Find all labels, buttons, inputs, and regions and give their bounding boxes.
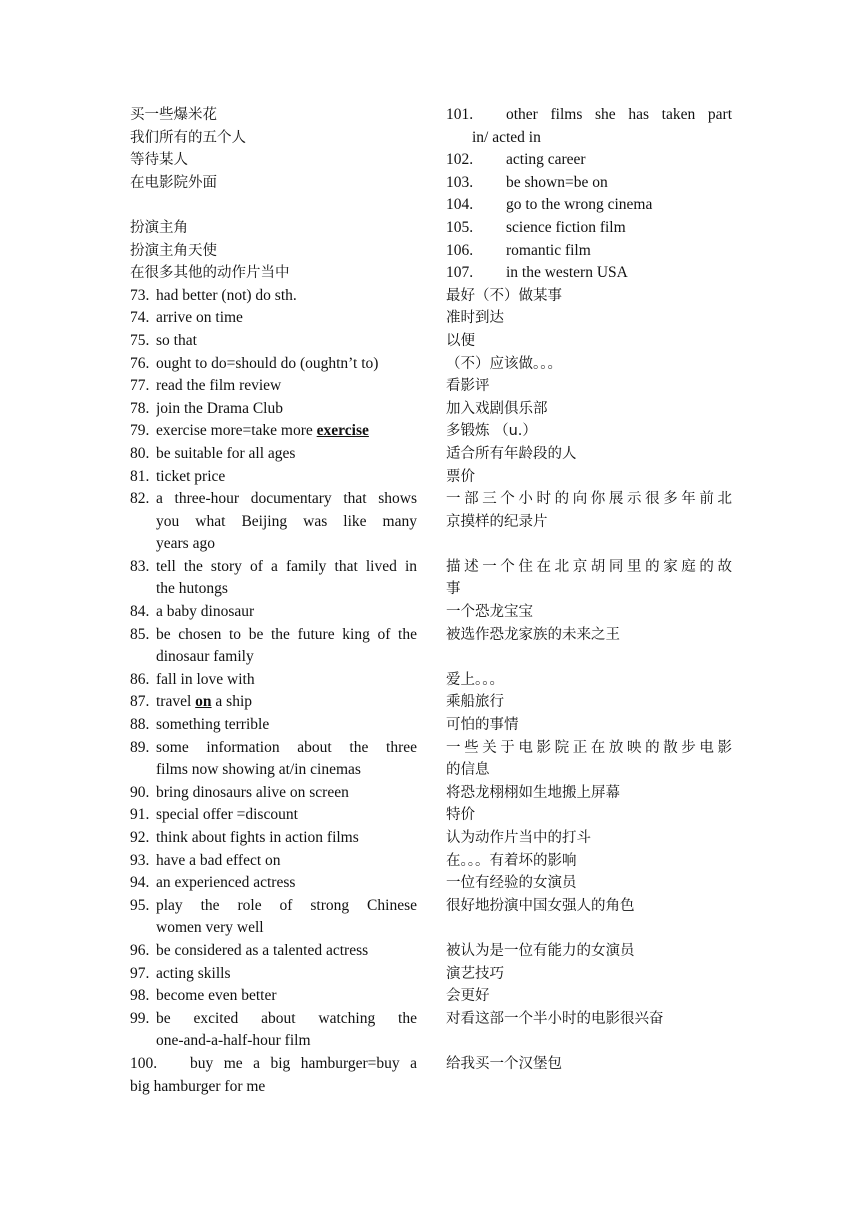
item-text: be shown=be on (506, 173, 608, 191)
item-number: 76. (130, 354, 150, 372)
list-item: 买一些爆米花 (130, 107, 217, 123)
right-column (446, 104, 732, 1076)
translation-text: 最好（不）做某事 (446, 287, 562, 304)
item-number: 73. (130, 286, 150, 304)
translation-item (446, 353, 732, 376)
item-number: 91. (130, 806, 150, 824)
item-text: bring dinosaurs alive on screen (156, 783, 349, 801)
translation-text: 多锻炼 （u.） (446, 423, 537, 440)
item-text: in the western USA (506, 264, 628, 282)
translation-text: 京摸样的纪录片 (446, 513, 548, 530)
translation-text: 加入戏剧俱乐部 (446, 400, 548, 417)
item-text: years ago (156, 535, 215, 553)
list-item (130, 307, 417, 330)
item-text: become even better (156, 987, 277, 1005)
item-number: 82. (130, 490, 150, 508)
translation-item (446, 443, 732, 466)
translation-item (446, 782, 732, 805)
list-item (130, 420, 417, 443)
item-text: some information about the three (156, 738, 417, 756)
translation-text: 可怕的事情 (446, 717, 519, 734)
item-text: ought to do=should do (oughtn’t to) (156, 354, 379, 372)
translation-item (446, 375, 732, 398)
translation-item (446, 624, 732, 647)
item-number: 85. (130, 625, 150, 643)
item-text: dinosaur family (156, 648, 254, 666)
list-item (130, 488, 417, 556)
item-text: have a bad effect on (156, 851, 281, 869)
item-text-continued: big hamburger for me (130, 1077, 266, 1095)
translation-text: 事 (446, 581, 461, 598)
item-text: science fiction film (506, 218, 626, 236)
list-item (130, 827, 417, 850)
item-number: 81. (130, 467, 150, 485)
item-text: the hutongs (156, 580, 228, 598)
item-text-pre: exercise more=take more (156, 422, 317, 440)
translation-item (446, 420, 732, 443)
translation-item (446, 850, 732, 873)
translation-item (446, 872, 732, 895)
list-item (130, 804, 417, 827)
list-item (446, 172, 732, 195)
list-item (446, 240, 732, 263)
item-text: had better (not) do sth. (156, 286, 297, 304)
item-text: a baby dinosaur (156, 603, 255, 621)
item-number: 103. (446, 173, 474, 191)
item-text: be excited about watching the (156, 1009, 417, 1027)
list-item (130, 330, 417, 353)
translation-item (446, 917, 732, 940)
translation-item (446, 691, 732, 714)
item-number: 87. (130, 693, 150, 711)
translation-text: 被认为是一位有能力的女演员 (446, 942, 635, 959)
list-item (446, 217, 732, 240)
translation-item (446, 985, 732, 1008)
translation-item (446, 669, 732, 692)
item-number: 95. (130, 896, 150, 914)
item-text: go to the wrong cinema (506, 196, 653, 214)
list-item (130, 669, 417, 692)
item-number: 84. (130, 603, 150, 621)
item-text-continued: in/ acted in (472, 128, 541, 146)
item-text: be chosen to be the future king of the (156, 625, 417, 643)
item-number: 83. (130, 557, 150, 575)
item-number: 94. (130, 874, 150, 892)
item-number: 92. (130, 829, 150, 846)
translation-item (446, 963, 732, 986)
item-number: 75. (130, 331, 150, 349)
list-item: 扮演主角 (130, 219, 188, 236)
item-text: something terrible (156, 716, 270, 734)
item-number: 79. (130, 422, 150, 440)
item-number: 107. (446, 264, 474, 282)
translation-item (446, 827, 732, 850)
item-number: 106. (446, 241, 474, 259)
list-item (130, 466, 417, 489)
list-item (446, 262, 732, 285)
translation-text: 的信息 (446, 762, 490, 779)
translation-item (446, 804, 732, 827)
translation-text: 将恐龙栩栩如生地搬上屏幕 (446, 784, 620, 801)
translation-text: 爱上。。。 (446, 671, 504, 688)
item-number: 104. (446, 196, 474, 214)
list-item (130, 398, 417, 421)
item-text: read the film review (156, 377, 282, 395)
translation-item (446, 601, 732, 624)
item-number: 89. (130, 738, 150, 756)
translation-text: （不）应该做。。。 (446, 355, 562, 372)
list-item (130, 940, 417, 963)
left-column (130, 104, 417, 1098)
list-item: 等待某人 (130, 152, 188, 169)
list-item (130, 737, 417, 782)
item-number: 97. (130, 964, 150, 982)
translation-text: 描述一个住在北京胡同里的家庭的故 (446, 558, 732, 575)
spacer (446, 533, 732, 556)
item-text: films now showing at/in cinemas (156, 761, 361, 779)
translation-text: 被选作恐龙家族的未来之王 (446, 626, 620, 643)
item-number: 105. (446, 218, 474, 236)
translation-item (446, 330, 732, 353)
item-text: think about fights in action films (156, 829, 359, 846)
item-number: 93. (130, 851, 150, 869)
list-item (446, 194, 732, 217)
list-item (130, 850, 417, 873)
item-text: fall in love with (156, 670, 255, 688)
item-number: 90. (130, 783, 150, 801)
item-number: 88. (130, 716, 150, 734)
item-text: romantic film (506, 241, 591, 259)
item-text: so that (156, 331, 197, 349)
item-number: 101. (446, 106, 474, 123)
item-text-emphasis: exercise (316, 422, 369, 440)
spacer (446, 1030, 732, 1053)
translation-text: 一个恐龙宝宝 (446, 604, 533, 621)
list-item (130, 624, 417, 669)
item-text: one-and-a-half-hour film (156, 1032, 311, 1050)
list-item: 在电影院外面 (130, 174, 217, 191)
translation-text: 认为动作片当中的打斗 (446, 830, 591, 846)
item-number: 86. (130, 670, 150, 688)
item-number: 77. (130, 377, 150, 395)
translation-item (446, 646, 732, 669)
item-number: 99. (130, 1009, 150, 1027)
translation-item (446, 556, 732, 601)
translation-item (446, 737, 732, 782)
list-item (130, 601, 417, 624)
translation-text: 演艺技巧 (446, 965, 504, 982)
item-text: be considered as a talented actress (156, 941, 369, 959)
translation-item (446, 307, 732, 330)
spacer (446, 646, 732, 669)
translation-text: 看影评 (446, 378, 490, 395)
item-text: tell the story of a family that lived in (156, 557, 417, 575)
item-number: 100. (130, 1054, 158, 1072)
item-number: 98. (130, 987, 150, 1005)
item-text: play the role of strong Chinese (156, 896, 417, 914)
list-item (130, 872, 417, 895)
translation-text: 一部三个小时的向你展示很多年前北 (446, 491, 732, 508)
item-text-pre: travel (156, 693, 196, 711)
list-item (130, 375, 417, 398)
item-text: women very well (156, 919, 264, 937)
list-item (130, 895, 417, 940)
translation-item (446, 398, 732, 421)
translation-text: 很好地扮演中国女强人的角色 (446, 897, 635, 914)
list-item (130, 1008, 417, 1053)
item-number: 78. (130, 399, 150, 417)
list-item (446, 149, 732, 172)
translation-text: 准时到达 (446, 310, 504, 327)
translation-item (446, 1030, 732, 1053)
list-item (130, 985, 417, 1008)
translation-item (446, 940, 732, 963)
item-text: acting career (506, 151, 586, 169)
right-numbered-list (446, 149, 732, 285)
translation-item (446, 285, 732, 308)
item-text: an experienced actress (156, 874, 296, 892)
item-text: other films she has taken part (506, 106, 732, 123)
list-item-101 (446, 104, 732, 149)
item-text: join the Drama Club (156, 399, 283, 417)
list-item (130, 691, 417, 714)
translation-text: 以便 (446, 332, 475, 349)
list-item (130, 285, 417, 308)
translation-item (446, 1053, 732, 1076)
item-text: arrive on time (156, 309, 243, 327)
translation-text: 给我买一个汉堡包 (446, 1055, 562, 1072)
translation-text: 会更好 (446, 988, 490, 1005)
item-number: 96. (130, 941, 150, 959)
list-item: 扮演主角天使 (130, 242, 217, 259)
list-item (130, 443, 417, 466)
item-text: buy me a big hamburger=buy a (190, 1054, 417, 1072)
item-number: 102. (446, 151, 474, 169)
list-item (130, 963, 417, 986)
translation-item (446, 1008, 732, 1031)
list-item: 在很多其他的动作片当中 (130, 265, 290, 282)
list-item (130, 556, 417, 601)
list-item-100 (130, 1053, 417, 1098)
translation-text: 在。。。有着坏的影响 (446, 852, 577, 869)
translation-text: 一位有经验的女演员 (446, 875, 577, 892)
translation-item (446, 714, 732, 737)
translation-item (446, 466, 732, 489)
left-numbered-list (130, 285, 417, 1053)
translation-text: 乘船旅行 (446, 694, 504, 711)
left-top-list (130, 104, 417, 285)
item-text: acting skills (156, 964, 231, 982)
translation-text: 对看这部一个半小时的电影很兴奋 (446, 1010, 664, 1027)
translation-item (446, 895, 732, 918)
item-text: ticket price (156, 467, 226, 485)
item-text: special offer =discount (156, 806, 298, 824)
item-text: be suitable for all ages (156, 444, 296, 462)
right-translation-list (446, 285, 732, 1076)
item-text: a three-hour documentary that shows (156, 490, 417, 508)
list-item (130, 782, 417, 805)
item-number: 74. (130, 309, 150, 327)
translation-item (446, 488, 732, 533)
translation-text: 票价 (446, 468, 475, 485)
translation-item (446, 533, 732, 556)
spacer (130, 194, 417, 217)
spacer (446, 917, 732, 940)
translation-text: 特价 (446, 807, 475, 824)
item-text (156, 420, 417, 443)
list-item (130, 353, 417, 376)
item-text (156, 691, 417, 714)
translation-text: 适合所有年龄段的人 (446, 445, 577, 462)
list-item (130, 714, 417, 737)
translation-text: 一些关于电影院正在放映的散步电影 (446, 739, 732, 756)
item-number: 80. (130, 444, 150, 462)
item-text: you what Beijing was like many (156, 512, 417, 530)
item-text-post: a ship (211, 693, 253, 711)
item-text-emphasis: on (195, 693, 212, 711)
list-item: 我们所有的五个人 (130, 129, 246, 146)
